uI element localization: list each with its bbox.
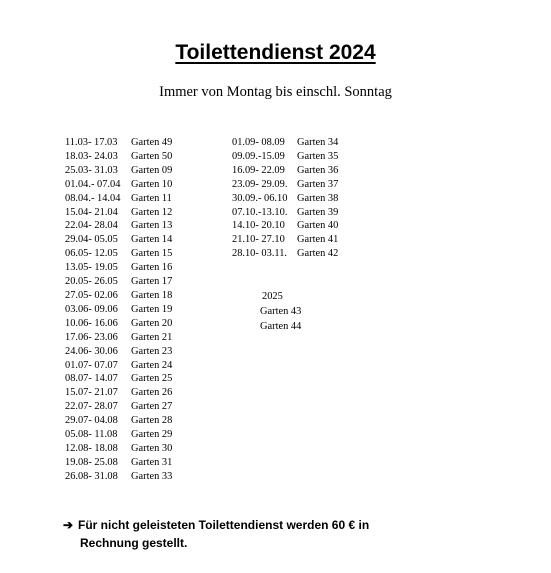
schedule-row (65, 400, 173, 414)
schedule-row (65, 414, 173, 428)
schedule-date: 12.08- 18.08 (65, 442, 118, 454)
schedule-row (232, 178, 339, 192)
schedule-garden: Garten 36 (297, 164, 339, 176)
schedule-date: 20.05- 26.05 (65, 276, 118, 288)
schedule-garden: Garten 11 (131, 192, 172, 204)
schedule-garden: Garten 30 (131, 442, 173, 454)
fee-notice (63, 516, 393, 552)
schedule-date: 03.06- 09.06 (65, 303, 118, 315)
schedule-date: 08.04.- 14.04 (65, 192, 121, 204)
schedule-row (65, 233, 173, 247)
schedule-row (65, 261, 173, 275)
schedule-row (65, 206, 173, 220)
schedule-date: 22.07- 28.07 (65, 401, 118, 413)
schedule-garden: Garten 10 (131, 178, 173, 190)
schedule-date: 24.06- 30.06 (65, 345, 118, 357)
schedule-row (65, 372, 173, 386)
schedule-garden: Garten 09 (131, 164, 173, 176)
schedule-garden: Garten 19 (131, 303, 173, 315)
schedule-garden: Garten 29 (131, 429, 173, 441)
schedule-date: 01.04.- 07.04 (65, 178, 121, 190)
schedule-garden: Garten 12 (131, 206, 173, 218)
schedule-date: 11.03- 17.03 (65, 137, 118, 148)
schedule-row (65, 345, 173, 359)
schedule-row (65, 219, 173, 233)
page-title: Toilettendienst 2024 (175, 41, 376, 64)
schedule-garden: Garten 40 (297, 220, 339, 232)
schedule-date: 14.10- 20.10 (232, 220, 285, 232)
schedule-garden: Garten 26 (131, 387, 173, 399)
schedule-row (232, 206, 339, 220)
schedule-date: 18.03- 24.03 (65, 150, 118, 162)
schedule-date: 25.03- 31.03 (65, 164, 118, 176)
schedule-date: 22.04- 28.04 (65, 220, 118, 232)
schedule-garden: Garten 14 (131, 234, 173, 246)
schedule-date: 19.08- 25.08 (65, 456, 118, 468)
schedule-row (232, 150, 339, 164)
schedule-row (232, 136, 339, 150)
schedule-date: 26.08- 31.08 (65, 470, 118, 482)
schedule-row (65, 442, 173, 456)
schedule-date: 23.09- 29.09. (232, 178, 288, 190)
schedule-row (232, 192, 339, 206)
schedule-garden: Garten 21 (131, 331, 173, 343)
schedule-garden: Garten 39 (297, 206, 339, 218)
schedule-garden: Garten 37 (297, 178, 339, 190)
schedule-row (232, 164, 339, 178)
schedule-garden: Garten 41 (297, 234, 339, 246)
schedule-row (65, 150, 173, 164)
schedule-list-right (232, 136, 339, 261)
schedule-row (65, 247, 173, 261)
fee-notice-text-1: Für nicht geleisteten Toilettendienst werden 60 € in (78, 518, 370, 532)
schedule-garden: Garten 23 (131, 345, 173, 357)
next-year-label: 2025 (262, 291, 283, 302)
schedule-date: 08.07- 14.07 (65, 373, 118, 385)
schedule-garden: Garten 38 (297, 192, 339, 204)
schedule-date: 16.09- 22.09 (232, 164, 285, 176)
schedule-date: 09.09.-15.09 (232, 150, 285, 162)
arrow-right-icon: ➔ (63, 518, 74, 532)
schedule-garden: Garten 16 (131, 262, 173, 274)
schedule-garden: Garten 50 (131, 150, 173, 162)
schedule-row (65, 331, 173, 345)
fee-notice-line-1 (63, 516, 393, 534)
schedule-garden: Garten 33 (131, 470, 173, 482)
schedule-row (65, 136, 173, 150)
schedule-garden: Garten 24 (131, 359, 173, 371)
schedule-date: 29.07- 04.08 (65, 415, 118, 427)
schedule-row (65, 317, 173, 331)
schedule-row (65, 178, 173, 192)
schedule-garden: Garten 31 (131, 456, 173, 468)
schedule-row (232, 219, 339, 233)
schedule-date: 15.07- 21.07 (65, 387, 118, 399)
schedule-list-left (65, 136, 173, 484)
next-year-garden: Garten 44 (260, 321, 302, 332)
schedule-garden: Garten 20 (131, 317, 173, 329)
schedule-date: 30.09.- 06.10 (232, 192, 288, 204)
schedule-row (65, 386, 173, 400)
schedule-date: 05.08- 11.08 (65, 429, 118, 441)
schedule-row (232, 247, 339, 261)
schedule-row (232, 233, 339, 247)
schedule-row (65, 470, 173, 484)
schedule-garden: Garten 28 (131, 415, 173, 427)
schedule-date: 21.10- 27.10 (232, 234, 285, 246)
schedule-row (65, 192, 172, 206)
schedule-garden: Garten 27 (131, 401, 173, 413)
next-year-garden: Garten 43 (260, 306, 302, 317)
schedule-date: 06.05- 12.05 (65, 248, 118, 260)
schedule-date: 17.06- 23.06 (65, 331, 118, 343)
schedule-garden: Garten 34 (297, 137, 339, 148)
schedule-date: 07.10.-13.10. (232, 206, 288, 218)
schedule-garden: Garten 13 (131, 220, 173, 232)
schedule-garden: Garten 35 (297, 150, 339, 162)
schedule-date: 15.04- 21.04 (65, 206, 118, 218)
page-subtitle: Immer von Montag bis einschl. Sonntag (159, 84, 392, 100)
schedule-row (65, 289, 173, 303)
schedule-garden: Garten 15 (131, 248, 173, 260)
schedule-row (65, 359, 173, 373)
schedule-date: 29.04- 05.05 (65, 234, 118, 246)
schedule-row (65, 428, 173, 442)
schedule-date: 10.06- 16.06 (65, 317, 118, 329)
schedule-date: 01.07- 07.07 (65, 359, 118, 371)
schedule-date: 27.05- 02.06 (65, 289, 118, 301)
schedule-garden: Garten 17 (131, 276, 173, 288)
schedule-row (65, 275, 173, 289)
schedule-garden: Garten 42 (297, 248, 339, 260)
schedule-date: 28.10- 03.11. (232, 248, 288, 260)
schedule-row (65, 456, 173, 470)
schedule-row (65, 303, 173, 317)
schedule-row (65, 164, 173, 178)
schedule-date: 13.05- 19.05 (65, 262, 118, 274)
schedule-garden: Garten 25 (131, 373, 173, 385)
fee-notice-text-2: Rechnung gestellt. (80, 536, 188, 550)
next-year-block (260, 289, 301, 334)
schedule-date: 01.09- 08.09 (232, 137, 285, 148)
schedule-garden: Garten 49 (131, 137, 173, 148)
schedule-garden: Garten 18 (131, 289, 173, 301)
